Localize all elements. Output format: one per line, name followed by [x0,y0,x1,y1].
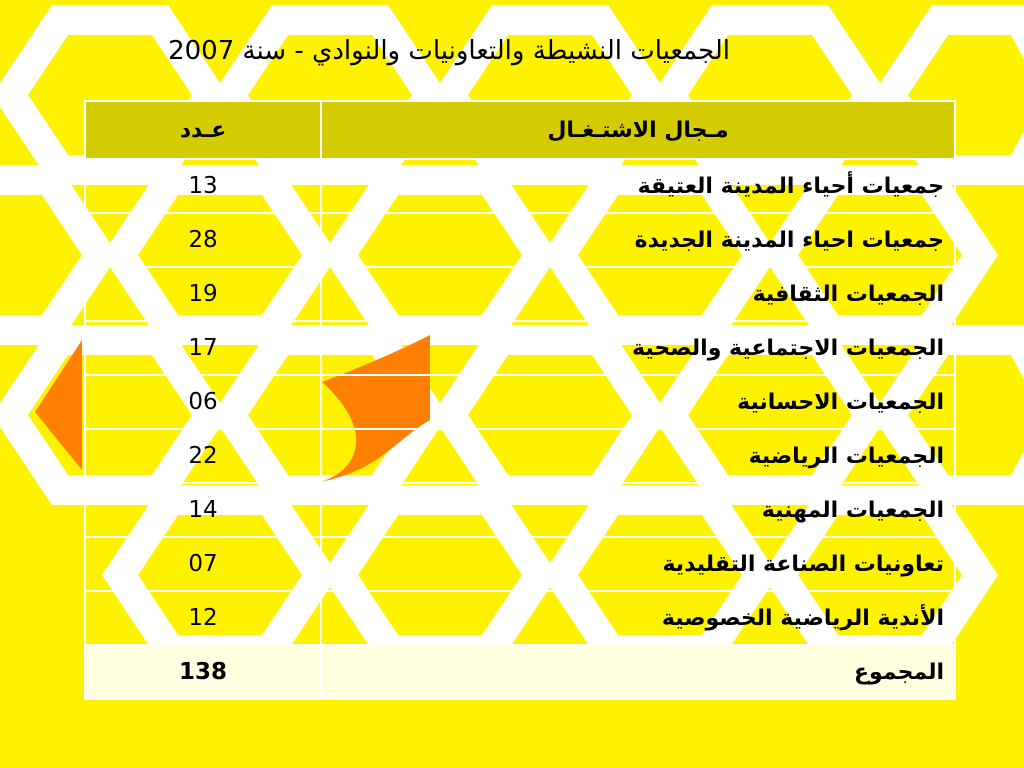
associations-table [84,100,956,700]
row-count: 17 [85,321,321,375]
row-field: الجمعيات الثقافية [321,267,955,321]
table-row [85,267,955,321]
table-row [85,159,955,213]
row-count: 22 [85,429,321,483]
row-count: 19 [85,267,321,321]
row-field: الجمعيات الاجتماعية والصحية [321,321,955,375]
header-field: مـجال الاشتـغـال [321,101,955,159]
row-field: جمعيات احياء المدينة الجديدة [321,213,955,267]
table-row [85,321,955,375]
table-row [85,483,955,537]
table-row [85,375,955,429]
table-header-row [85,101,955,159]
page-title: الجمعيات النشيطة والتعاونيات والنوادي - سنة 2007 [168,36,730,66]
row-field: الأندية الرياضية الخصوصية [321,591,955,645]
header-count: عـدد [85,101,321,159]
row-count: 12 [85,591,321,645]
row-count: 06 [85,375,321,429]
row-count: 07 [85,537,321,591]
row-count: 14 [85,483,321,537]
row-field: الجمعيات الرياضية [321,429,955,483]
row-field: الجمعيات المهنية [321,483,955,537]
table-total-row [85,645,955,699]
row-field: تعاونيات الصناعة التقليدية [321,537,955,591]
total-label: المجموع [321,645,955,699]
row-field: الجمعيات الاحسانية [321,375,955,429]
table-row [85,591,955,645]
table-row [85,429,955,483]
table-row [85,537,955,591]
total-count: 138 [85,645,321,699]
row-count: 13 [85,159,321,213]
row-field: جمعيات أحياء المدينة العتيقة [321,159,955,213]
table-row [85,213,955,267]
row-count: 28 [85,213,321,267]
